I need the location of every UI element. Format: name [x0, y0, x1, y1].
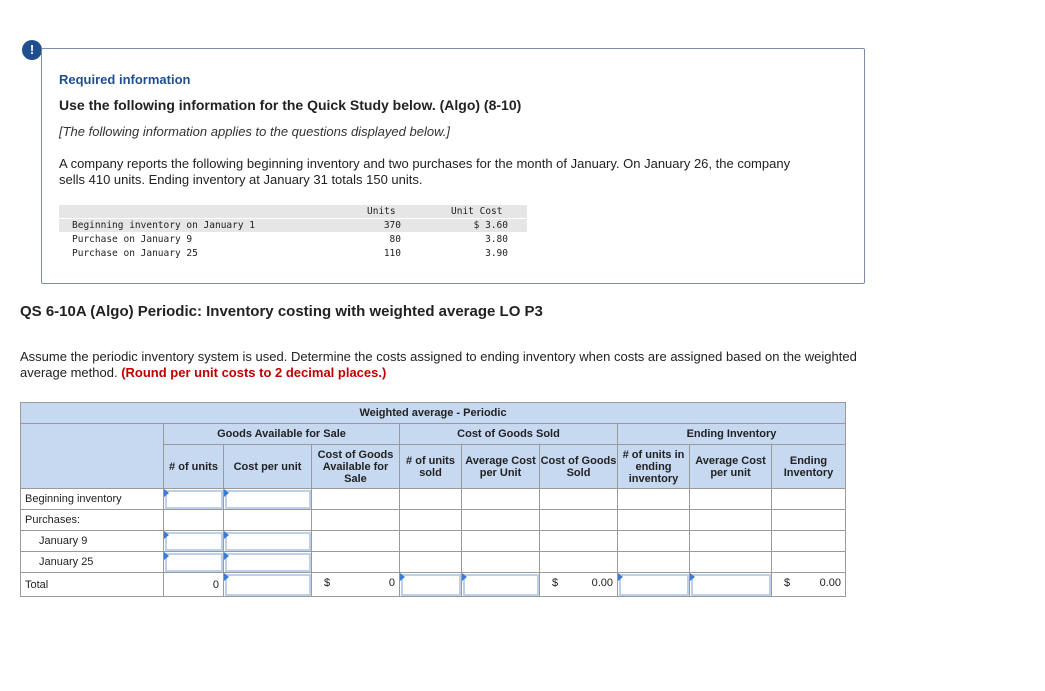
inventory-row-label: Beginning inventory on January 1 [72, 220, 256, 231]
inventory-row-cost: 3.80 [485, 234, 508, 245]
average-cost-input[interactable] [462, 573, 540, 597]
blank-cell [400, 552, 462, 573]
units-ending-input[interactable] [618, 573, 690, 597]
cogs-header: Cost of Goods Sold [400, 424, 618, 445]
worksheet-title: Weighted average - Periodic [21, 403, 846, 424]
average-cost-col-header: Average Cost per Unit [462, 445, 540, 489]
rounding-note: (Round per unit costs to 2 decimal places.) [121, 365, 387, 380]
row-label-header [21, 424, 164, 489]
cost-per-unit-col-header: Cost per unit [224, 445, 312, 489]
total-cost-available-amount: 0 [388, 577, 395, 589]
total-ending-inventory-value [772, 573, 846, 597]
unit-cost-header: Unit Cost [451, 206, 503, 217]
currency-symbol: $ [552, 577, 559, 589]
total-ending-inventory-amount: 0.00 [819, 577, 841, 589]
blank-cell [462, 489, 540, 510]
blank-cell [312, 552, 400, 573]
inventory-row-units: 80 [389, 234, 401, 245]
ending-inventory-header: Ending Inventory [618, 424, 846, 445]
blank-cell [312, 510, 400, 531]
blank-cell [540, 552, 618, 573]
row-label-purchases: Purchases: [21, 510, 164, 531]
jan9-cost-input[interactable] [224, 531, 312, 552]
blank-cell [462, 552, 540, 573]
blank-cell [540, 531, 618, 552]
inventory-row [59, 219, 527, 232]
units-ending-col-header: # of units in ending inventory [618, 445, 690, 489]
blank-cell [462, 531, 540, 552]
weighted-average-worksheet [20, 402, 846, 597]
blank-cell [164, 510, 224, 531]
blank-cell [540, 489, 618, 510]
blank-cell [690, 552, 772, 573]
blank-cell [690, 489, 772, 510]
units-sold-input[interactable] [400, 573, 462, 597]
blank-cell [618, 531, 690, 552]
inventory-row-cost: 3.90 [485, 248, 508, 259]
inventory-row-label: Purchase on January 25 [72, 248, 198, 259]
blank-cell [224, 510, 312, 531]
ending-inventory-col-header: Ending Inventory [772, 445, 846, 489]
jan25-cost-input[interactable] [224, 552, 312, 573]
instructions-text: Assume the periodic inventory system is used. Determine the costs assigned to ending inventory when costs are assigned based on the weighted average method. [20, 349, 857, 380]
question-instructions [20, 349, 860, 381]
inventory-row-cost: $ 3.60 [473, 220, 508, 231]
blank-cell [618, 510, 690, 531]
blank-cell [400, 510, 462, 531]
units-sold-col-header: # of units sold [400, 445, 462, 489]
total-cost-per-unit-input[interactable] [224, 573, 312, 597]
blank-cell [772, 531, 846, 552]
use-info-heading: Use the following information for the Quick Study below. (Algo) (8-10) [59, 97, 522, 113]
question-title: QS 6-10A (Algo) Periodic: Inventory costing with weighted average LO P3 [20, 303, 543, 320]
blank-cell [690, 531, 772, 552]
beginning-cost-input[interactable] [224, 489, 312, 510]
blank-cell [462, 510, 540, 531]
scenario-text: A company reports the following beginning inventory and two purchases for the month of January. On January 26, the company sells 410 units. Ending inventory at January 31 totals 150 units. [59, 156, 791, 187]
cogs-col-header: Cost of Goods Sold [540, 445, 618, 489]
blank-cell [312, 489, 400, 510]
average-cost-ending-col-header: Average Cost per unit [690, 445, 772, 489]
blank-cell [400, 531, 462, 552]
blank-cell [540, 510, 618, 531]
currency-symbol: $ [784, 577, 791, 589]
units-header: Units [367, 206, 396, 217]
alert-icon: ! [22, 40, 42, 60]
inventory-row-label: Purchase on January 9 [72, 234, 193, 245]
cost-available-col-header: Cost of Goods Available for Sale [312, 445, 400, 489]
jan9-units-input[interactable] [164, 531, 224, 552]
applies-note: [The following information applies to the questions displayed below.] [59, 124, 450, 139]
inventory-header-row [59, 205, 527, 218]
inventory-row [59, 247, 527, 260]
required-info-label: Required information [59, 72, 191, 87]
row-label-jan9: January 9 [21, 531, 164, 552]
goods-available-header: Goods Available for Sale [164, 424, 400, 445]
blank-cell [400, 489, 462, 510]
blank-cell [772, 489, 846, 510]
blank-cell [772, 552, 846, 573]
total-cogs-value [540, 573, 618, 597]
jan25-units-input[interactable] [164, 552, 224, 573]
units-col-header: # of units [164, 445, 224, 489]
total-units-value: 0 [164, 573, 224, 597]
blank-cell [618, 552, 690, 573]
blank-cell [690, 510, 772, 531]
inventory-row-units: 370 [383, 220, 401, 231]
row-label-beginning: Beginning inventory [21, 489, 164, 510]
currency-symbol: $ [324, 577, 331, 589]
total-cogs-amount: 0.00 [591, 577, 613, 589]
blank-cell [312, 531, 400, 552]
total-cost-available-value [312, 573, 400, 597]
blank-cell [618, 489, 690, 510]
row-label-total: Total [21, 573, 164, 597]
beginning-units-input[interactable] [164, 489, 224, 510]
inventory-row-units: 110 [383, 248, 401, 259]
row-label-jan25: January 25 [21, 552, 164, 573]
blank-cell [772, 510, 846, 531]
average-cost-ending-input[interactable] [690, 573, 772, 597]
inventory-row [59, 233, 527, 246]
